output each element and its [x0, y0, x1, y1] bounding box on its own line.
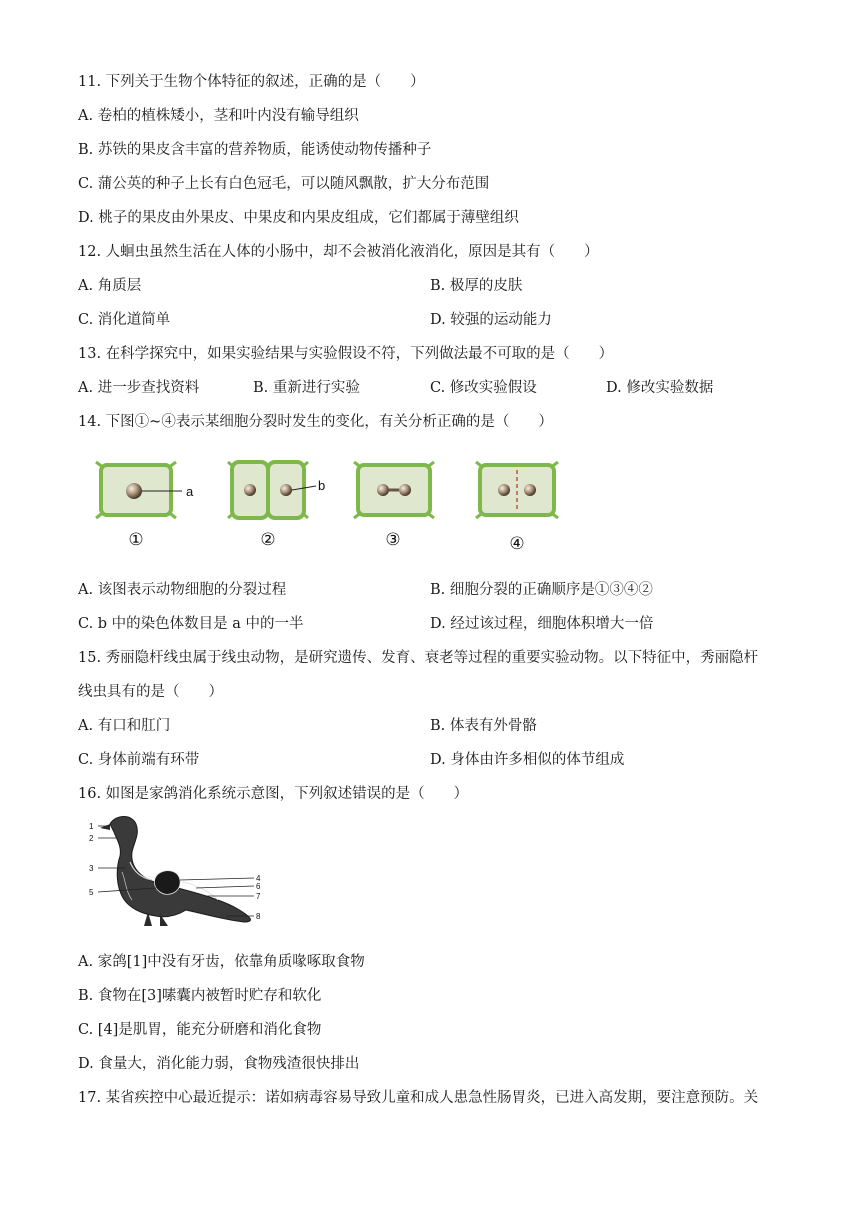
cell-stage-2: [228, 462, 316, 518]
cell-stage-3: [354, 462, 434, 518]
q15-option-d: D. 身体由许多相似的体节组成: [430, 752, 625, 768]
q13-option-c: C. 修改实验假设: [430, 380, 537, 396]
label-b: b: [318, 478, 326, 493]
q17-stem: 17. 某省疾控中心最近提示：诺如病毒容易导致儿童和成人患急性肠胃炎，已进入高发期，要注意预防。关: [78, 1090, 759, 1106]
pigeon-label-3: 3: [89, 864, 94, 873]
pigeon-label-6: 6: [256, 882, 261, 891]
pigeon-digestive-figure: [86, 812, 276, 936]
stage-label-2: ②: [260, 530, 276, 550]
nucleus-b: [280, 484, 292, 496]
q16-option-a: A. 家鸽[1]中没有牙齿，依靠角质喙啄取食物: [78, 954, 365, 970]
q11-stem: 11. 下列关于生物个体特征的叙述，正确的是（ ）: [78, 74, 425, 90]
q12-option-c: C. 消化道简单: [78, 312, 171, 328]
cell-stage-1: [96, 462, 182, 518]
cell-stage-4: [476, 462, 558, 518]
q13-option-b: B. 重新进行实验: [253, 380, 360, 396]
q15-option-c: C. 身体前端有环带: [78, 752, 200, 768]
q11-option-a: A. 卷柏的植株矮小，茎和叶内没有输导组织: [78, 108, 359, 124]
stage-label-1: ①: [128, 530, 144, 550]
q14-stem: 14. 下图①~④表示某细胞分裂时发生的变化，有关分析正确的是（ ）: [78, 414, 553, 430]
stage-label-3: ③: [385, 530, 401, 550]
pigeon-label-5: 5: [89, 888, 94, 897]
pigeon-label-2: 2: [89, 834, 94, 843]
q16-stem: 16. 如图是家鸽消化系统示意图，下列叙述错误的是（ ）: [78, 786, 469, 802]
pigeon-label-7: 7: [256, 892, 261, 901]
q15-stem-line2: 线虫具有的是（ ）: [78, 684, 223, 700]
q16-option-b: B. 食物在[3]嗉囊内被暂时贮存和软化: [78, 988, 322, 1004]
q14-option-c: C. b 中的染色体数目是 a 中的一半: [78, 616, 304, 632]
q12-option-d: D. 较强的运动能力: [430, 312, 552, 328]
q15-stem-line1: 15. 秀丽隐杆线虫属于线虫动物，是研究遗传、发育、衰老等过程的重要实验动物。以下特征中，秀丽隐杆: [78, 650, 759, 666]
q12-stem: 12. 人蛔虫虽然生活在人体的小肠中，却不会被消化液消化，原因是其有（ ）: [78, 244, 599, 260]
q15-option-a: A. 有口和肛门: [78, 718, 171, 734]
q13-stem: 13. 在科学探究中，如果实验结果与实验假设不符，下列做法最不可取的是（ ）: [78, 346, 614, 362]
q14-option-d: D. 经过该过程，细胞体积增大一倍: [430, 616, 654, 632]
cell-division-figure: [90, 448, 570, 560]
q12-option-b: B. 极厚的皮肤: [430, 278, 523, 294]
label-a: a: [186, 484, 194, 499]
stage-label-4: ④: [509, 534, 525, 554]
q12-option-a: A. 角质层: [78, 278, 142, 294]
q13-option-a: A. 进一步查找资料: [78, 380, 200, 396]
q14-option-a: A. 该图表示动物细胞的分裂过程: [78, 582, 287, 598]
q11-option-d: D. 桃子的果皮由外果皮、中果皮和内果皮组成，它们都属于薄壁组织: [78, 210, 519, 226]
q15-option-b: B. 体表有外骨骼: [430, 718, 537, 734]
pigeon-illustration: [100, 817, 250, 927]
q11-option-c: C. 蒲公英的种子上长有白色冠毛，可以随风飘散，扩大分布范围: [78, 176, 490, 192]
q11-option-b: B. 苏铁的果皮含丰富的营养物质，能诱使动物传播种子: [78, 142, 432, 158]
pigeon-label-1: 1: [89, 822, 94, 831]
nucleus-a: [126, 483, 142, 499]
q16-option-c: C. [4]是肌胃，能充分研磨和消化食物: [78, 1022, 322, 1038]
q14-option-b: B. 细胞分裂的正确顺序是①③④②: [430, 582, 653, 598]
pigeon-label-4: 4: [256, 874, 261, 883]
q13-option-d: D. 修改实验数据: [606, 380, 714, 396]
pigeon-label-8: 8: [256, 912, 261, 921]
q16-option-d: D. 食量大，消化能力弱，食物残渣很快排出: [78, 1056, 360, 1072]
